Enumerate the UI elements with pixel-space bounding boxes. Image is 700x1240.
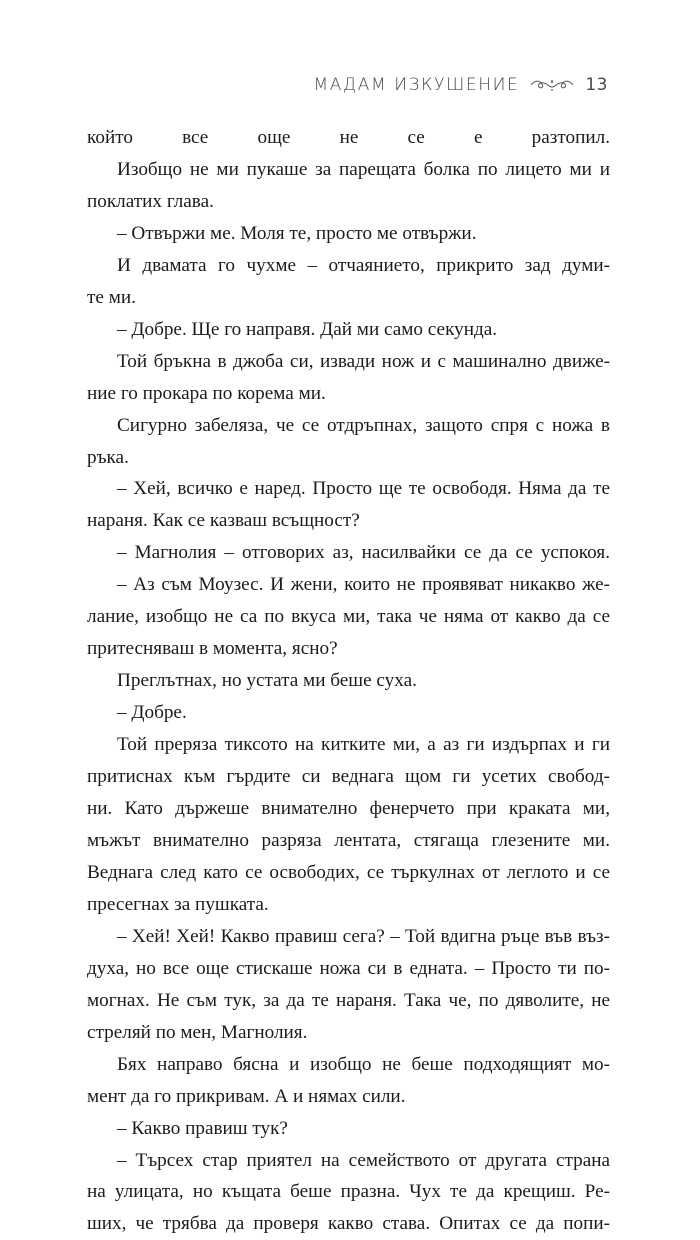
text-line: – Аз съм Моузес. И жени, които не проявяват никакво же- bbox=[117, 574, 610, 596]
text-line: стреляй по мен, Магнолия. bbox=[87, 1021, 308, 1043]
text-line: Преглътнах, но устата ми беше суха. bbox=[117, 670, 417, 692]
body-text bbox=[87, 122, 610, 1240]
running-title: МАДАМ ИЗКУШЕНИЕ bbox=[313, 75, 520, 95]
text-line: – Какво правиш тук? bbox=[117, 1117, 288, 1139]
text-line: ших, че трябва да проверя какво става. Опитах се да попи- bbox=[87, 1213, 610, 1235]
text-line: – Търсех стар приятел на семейството от другата страна bbox=[117, 1149, 610, 1171]
running-head bbox=[313, 70, 608, 100]
text-line: мъжът внимателно разряза лентата, стягаща глезените ми. bbox=[87, 829, 610, 851]
text-line: Изобщо не ми пукаше за парещата болка по лицето ми и bbox=[117, 158, 610, 180]
text-line: пресегнах за пушката. bbox=[87, 893, 269, 915]
text-line: нараня. Как се казваш всъщност? bbox=[87, 510, 360, 532]
text-line: – Магнолия – отговорих аз, насилвайки се да се успокоя. bbox=[117, 542, 610, 564]
text-line: на улицата, но къщата беше празна. Чух те да крещиш. Ре- bbox=[87, 1181, 610, 1203]
text-line: – Добре. bbox=[117, 702, 187, 724]
text-line: ръка. bbox=[87, 446, 129, 468]
text-line: притиснах към гърдите си веднага щом ги усетих свобод- bbox=[87, 766, 610, 788]
text-line: Веднага след като се освободих, се търкулнах от леглото и се bbox=[87, 861, 610, 883]
text-line: Той преряза тиксото на китките ми, а аз ги издърпах и ги bbox=[117, 734, 610, 756]
text-line: – Добре. Ще го направя. Дай ми само секунда. bbox=[117, 318, 498, 340]
flourish-ornament-icon bbox=[529, 76, 575, 94]
text-line: Бях направо бясна и изобщо не беше подходящият мо- bbox=[117, 1053, 610, 1075]
text-line: – Отвържи ме. Моля те, просто ме отвържи. bbox=[117, 222, 477, 244]
text-line: духа, но все още стискаше ножа си в едната. – Просто ти по- bbox=[87, 957, 610, 979]
text-line: лание, изобщо не са по вкуса ми, така че няма от какво да се bbox=[87, 606, 610, 628]
text-line: поклатих глава. bbox=[87, 190, 214, 212]
text-line: – Хей, всичко е наред. Просто ще те освободя. Няма да те bbox=[117, 478, 610, 500]
text-line: могнах. Не съм тук, за да те нараня. Така че, по дяволите, не bbox=[87, 989, 610, 1011]
text-line: те ми. bbox=[87, 286, 136, 308]
text-line: който все още не се е разтопил. bbox=[87, 127, 610, 148]
text-line: Той бръкна в джоба си, извади нож и с машинално движе- bbox=[117, 350, 610, 372]
text-line: мент да го прикривам. А и нямах сили. bbox=[87, 1085, 406, 1107]
text-line: ние го прокара по корема ми. bbox=[87, 382, 326, 404]
text-line: притесняваш в момента, ясно? bbox=[87, 638, 338, 660]
text-line: Сигурно забеляза, че се отдръпнах, защото спря с ножа в bbox=[117, 414, 610, 436]
text-line: – Хей! Хей! Какво правиш сега? – Той вдигна ръце във въз- bbox=[117, 925, 610, 947]
page-number: 13 bbox=[585, 75, 608, 95]
text-line: ни. Като държеше внимателно фенерчето при краката ми, bbox=[87, 798, 610, 820]
text-line: И двамата го чухме – отчаянието, прикрито зад думи- bbox=[117, 254, 610, 276]
